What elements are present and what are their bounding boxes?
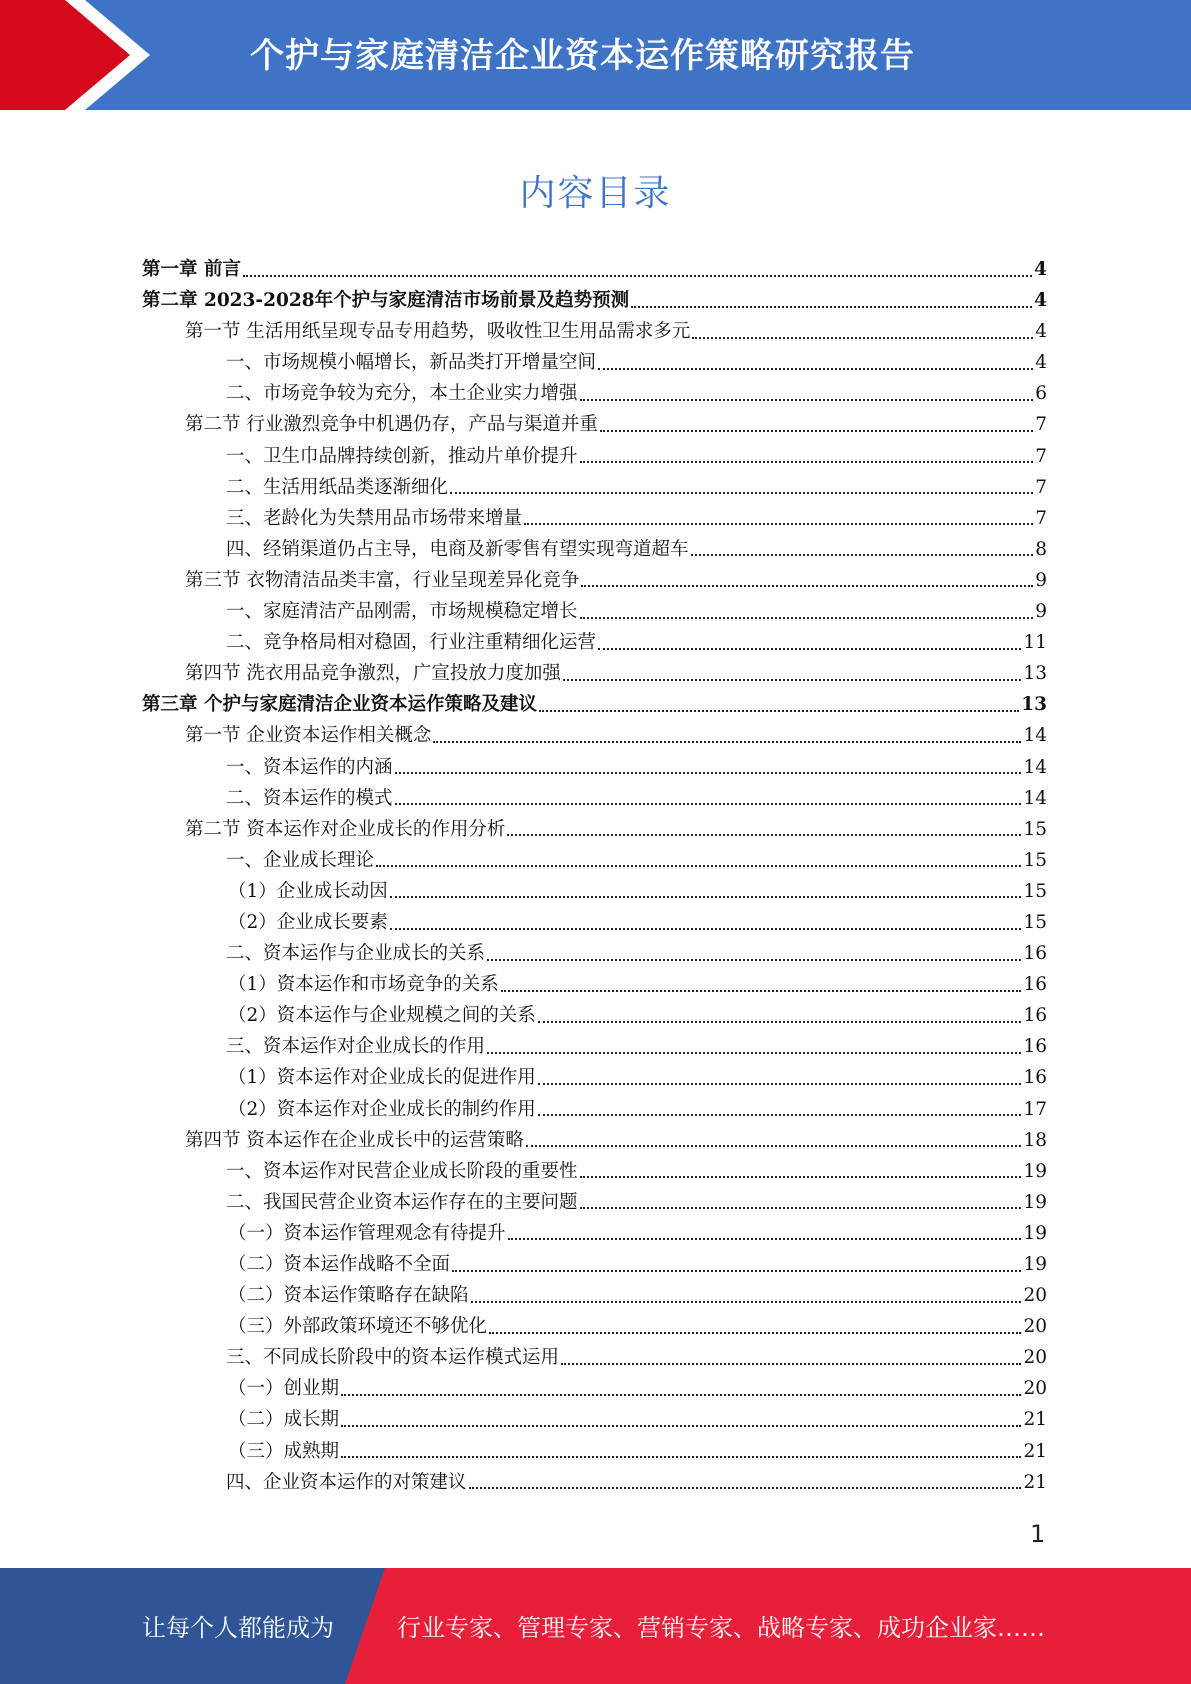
toc-entry[interactable]: [142, 1062, 1047, 1093]
toc-entry[interactable]: [142, 627, 1047, 658]
toc-entry-page: 4: [1034, 259, 1047, 280]
toc-entry-title: （二）资本运作策略存在缺陷: [228, 1285, 469, 1307]
toc-entry[interactable]: [142, 969, 1047, 1000]
toc-entry[interactable]: [142, 1094, 1047, 1125]
toc-entry-page: 17: [1023, 1098, 1047, 1120]
toc-entry-page: 19: [1023, 1160, 1047, 1182]
toc-dot-leader: [524, 523, 1033, 525]
toc-entry-title: 一、卫生巾品牌持续创新，推动片单价提升: [226, 445, 578, 467]
toc-entry-title: 三、不同成长阶段中的资本运作模式运用: [226, 1347, 560, 1369]
toc-entry-page: 8: [1035, 538, 1047, 560]
toc-entry-title: 第四节 资本运作在企业成长中的运营策略: [185, 1129, 524, 1151]
toc-entry[interactable]: [142, 534, 1047, 565]
toc-entry[interactable]: [142, 876, 1047, 907]
toc-entry-page: 13: [1021, 694, 1047, 716]
toc-dot-leader: [580, 1207, 1022, 1209]
toc-dot-leader: [563, 679, 1022, 681]
toc-entry-title: 第二章 2023-2028年个护与家庭清洁市场前景及趋势预测: [142, 290, 630, 312]
toc-entry-page: 18: [1023, 1129, 1047, 1151]
toc-dot-leader: [395, 772, 1022, 774]
toc-dot-leader: [538, 1021, 1022, 1023]
toc-entry-page: 19: [1023, 1254, 1047, 1275]
toc-entry[interactable]: [142, 720, 1047, 751]
toc-entry-page: 19: [1023, 1222, 1047, 1244]
toc-entry-page: 11: [1023, 632, 1047, 654]
toc-entry-page: 15: [1023, 911, 1047, 933]
toc-entry-page: 21: [1023, 1440, 1047, 1462]
toc-dot-leader: [538, 1114, 1022, 1116]
toc-entry-title: 二、生活用纸品类逐渐细化: [226, 476, 449, 498]
toc-entry-page: 20: [1023, 1347, 1047, 1369]
toc-entry-title: 第一章 前言: [142, 259, 241, 280]
page-footer: [0, 1568, 1191, 1684]
toc-entry-title: （2）资本运作与企业规模之间的关系: [228, 1005, 536, 1027]
toc-entry-title: 二、市场竞争较为充分，本土企业实力增强: [226, 383, 578, 405]
toc-entry-title: 一、家庭清洁产品刚需，市场规模稳定增长: [226, 601, 578, 623]
toc-entry[interactable]: [142, 1404, 1047, 1435]
toc-entry-page: 4: [1035, 321, 1047, 343]
toc-entry-title: 四、经销渠道仍占主导，电商及新零售有望实现弯道超车: [226, 538, 689, 560]
toc-dot-leader: [580, 461, 1034, 463]
toc-dot-leader: [395, 803, 1022, 805]
toc-dot-leader: [471, 1301, 1022, 1303]
toc-entry-title: （二）资本运作战略不全面: [228, 1254, 451, 1275]
toc-entry[interactable]: [142, 845, 1047, 876]
toc-entry[interactable]: [142, 1311, 1047, 1342]
toc-entry[interactable]: [142, 472, 1047, 503]
toc-entry-title: 第三节 衣物清洁品类丰富，行业呈现差异化竞争: [185, 569, 580, 591]
toc-dot-leader: [243, 275, 1032, 277]
toc-dot-leader: [526, 1145, 1022, 1147]
footer-slogan-left: 让每个人都能成为: [142, 1614, 334, 1642]
toc-entry-page: 21: [1023, 1409, 1047, 1431]
toc-entry-title: 第三章 个护与家庭清洁企业资本运作策略及建议: [142, 694, 537, 716]
toc-dot-leader: [581, 585, 1033, 587]
toc-entry-page: 15: [1023, 849, 1047, 871]
toc-entry-page: 7: [1035, 445, 1047, 467]
toc-entry-page: 9: [1035, 569, 1047, 591]
footer-slogan-right: 行业专家、管理专家、营销专家、战略专家、成功企业家……: [397, 1614, 1045, 1642]
toc-dot-leader: [600, 430, 1033, 432]
toc-entry[interactable]: [142, 1187, 1047, 1218]
toc-entry[interactable]: [142, 938, 1047, 969]
page-header: [0, 0, 1191, 110]
toc-entry-page: 4: [1035, 352, 1047, 374]
toc-entry[interactable]: [142, 409, 1047, 440]
toc-entry[interactable]: [142, 1156, 1047, 1187]
toc-dot-leader: [598, 368, 1033, 370]
toc-entry-page: 16: [1023, 1036, 1047, 1058]
toc-entry-page: 7: [1035, 507, 1047, 529]
toc-entry[interactable]: [142, 1280, 1047, 1311]
toc-entry-page: 7: [1035, 414, 1047, 436]
toc-entry[interactable]: [142, 285, 1047, 316]
toc-entry-title: 第四节 洗衣用品竞争激烈，广宣投放力度加强: [185, 663, 561, 685]
toc-entry-title: 三、老龄化为失禁用品市场带来增量: [226, 507, 523, 529]
toc-dot-leader: [390, 928, 1022, 930]
toc-entry-page: 15: [1023, 818, 1047, 840]
toc-entry-page: 7: [1035, 476, 1047, 498]
toc-entry[interactable]: [142, 316, 1047, 347]
toc-entry[interactable]: [142, 752, 1047, 783]
toc-entry[interactable]: [142, 1342, 1047, 1373]
toc-entry[interactable]: [142, 689, 1047, 720]
toc-dot-leader: [341, 1394, 1021, 1396]
toc-dot-leader: [561, 1363, 1021, 1365]
table-of-contents: [142, 254, 1047, 1498]
toc-entry[interactable]: [142, 503, 1047, 534]
toc-dot-leader: [631, 306, 1032, 308]
toc-entry-page: 9: [1035, 601, 1047, 623]
toc-entry-title: 一、资本运作的内涵: [226, 756, 393, 778]
toc-entry-title: （二）成长期: [228, 1409, 340, 1431]
toc-dot-leader: [341, 1425, 1021, 1427]
toc-entry-page: 14: [1023, 756, 1047, 778]
toc-entry-title: 二、我国民营企业资本运作存在的主要问题: [226, 1191, 578, 1213]
toc-entry-page: 19: [1023, 1191, 1047, 1213]
toc-dot-leader: [450, 492, 1033, 494]
toc-dot-leader: [539, 710, 1019, 712]
toc-dot-leader: [692, 337, 1033, 339]
toc-dot-leader: [489, 1332, 1021, 1334]
toc-entry-page: 13: [1023, 663, 1047, 685]
toc-entry-page: 16: [1023, 1005, 1047, 1027]
toc-entry-page: 14: [1023, 787, 1047, 809]
toc-entry[interactable]: [142, 565, 1047, 596]
toc-entry-title: 第二节 行业激烈竞争中机遇仍存，产品与渠道并重: [185, 414, 598, 436]
toc-title: 内容目录: [519, 173, 672, 214]
toc-dot-leader: [452, 1270, 1021, 1272]
toc-dot-leader: [580, 617, 1034, 619]
toc-entry-title: （2）资本运作对企业成长的制约作用: [228, 1098, 536, 1120]
toc-entry[interactable]: [142, 907, 1047, 938]
toc-dot-leader: [691, 554, 1034, 556]
toc-dot-leader: [433, 741, 1021, 743]
toc-entry-title: 一、市场规模小幅增长，新品类打开增量空间: [226, 352, 597, 374]
toc-entry[interactable]: [142, 1467, 1047, 1498]
report-title: 个护与家庭清洁企业资本运作策略研究报告: [250, 36, 915, 76]
toc-entry-title: 第一节 企业资本运作相关概念: [185, 725, 432, 747]
toc-entry-page: 6: [1035, 383, 1047, 405]
toc-entry-page: 16: [1023, 943, 1047, 965]
toc-entry[interactable]: [142, 783, 1047, 814]
toc-entry-title: 四、企业资本运作的对策建议: [226, 1471, 467, 1493]
toc-dot-leader: [376, 865, 1021, 867]
toc-entry-title: 二、资本运作与企业成长的关系: [226, 943, 486, 965]
toc-entry-title: 一、企业成长理论: [226, 849, 375, 871]
toc-entry-title: 二、资本运作的模式: [226, 787, 393, 809]
toc-dot-leader: [538, 1083, 1022, 1085]
toc-entry[interactable]: [142, 378, 1047, 409]
toc-dot-leader: [580, 399, 1034, 401]
toc-entry-page: 14: [1023, 725, 1047, 747]
toc-entry[interactable]: [142, 1000, 1047, 1031]
toc-entry-title: 第二节 资本运作对企业成长的作用分析: [185, 818, 506, 840]
toc-dot-leader: [487, 959, 1021, 961]
toc-entry-title: （三）外部政策环境还不够优化: [228, 1316, 488, 1338]
toc-entry[interactable]: [142, 441, 1047, 472]
toc-entry[interactable]: [142, 658, 1047, 689]
toc-entry-title: （一）资本运作管理观念有待提升: [228, 1222, 506, 1244]
toc-entry[interactable]: [142, 1249, 1047, 1280]
toc-entry-page: 20: [1023, 1316, 1047, 1338]
toc-entry[interactable]: [142, 814, 1047, 845]
toc-dot-leader: [598, 648, 1021, 650]
toc-entry-page: 20: [1023, 1378, 1047, 1400]
toc-entry-page: 16: [1023, 1067, 1047, 1089]
toc-entry-title: 一、资本运作对民营企业成长阶段的重要性: [226, 1160, 578, 1182]
toc-entry-title: （2）企业成长要素: [228, 911, 388, 933]
toc-dot-leader: [487, 1052, 1021, 1054]
toc-entry-title: 三、资本运作对企业成长的作用: [226, 1036, 486, 1058]
toc-entry-page: 16: [1023, 974, 1047, 996]
toc-entry-title: 第一节 生活用纸呈现专品专用趋势，吸收性卫生用品需求多元: [185, 321, 691, 343]
toc-entry[interactable]: [142, 1125, 1047, 1156]
toc-entry-title: 二、竞争格局相对稳固，行业注重精细化运营: [226, 632, 597, 654]
toc-dot-leader: [341, 1456, 1021, 1458]
toc-entry-page: 21: [1023, 1471, 1047, 1493]
toc-entry-page: 4: [1034, 290, 1047, 312]
toc-dot-leader: [390, 896, 1022, 898]
toc-entry-title: （一）创业期: [228, 1378, 340, 1400]
toc-dot-leader: [580, 1176, 1022, 1178]
toc-dot-leader: [501, 990, 1022, 992]
toc-entry-title: （1）资本运作对企业成长的促进作用: [228, 1067, 536, 1089]
toc-entry-page: 20: [1023, 1285, 1047, 1307]
toc-entry[interactable]: [142, 1373, 1047, 1404]
toc-entry-page: 15: [1023, 880, 1047, 902]
toc-entry-title: （1）企业成长动因: [228, 880, 388, 902]
toc-entry[interactable]: [142, 1031, 1047, 1062]
toc-entry[interactable]: [142, 596, 1047, 627]
toc-dot-leader: [469, 1487, 1022, 1489]
toc-entry-title: （三）成熟期: [228, 1440, 340, 1462]
toc-entry[interactable]: [142, 1436, 1047, 1467]
toc-entry-title: （1）资本运作和市场竞争的关系: [228, 974, 499, 996]
toc-dot-leader: [507, 834, 1021, 836]
toc-entry[interactable]: [142, 254, 1047, 285]
toc-entry[interactable]: [142, 347, 1047, 378]
toc-entry[interactable]: [142, 1218, 1047, 1249]
toc-dot-leader: [508, 1238, 1022, 1240]
page-number: 1: [1030, 1520, 1046, 1548]
